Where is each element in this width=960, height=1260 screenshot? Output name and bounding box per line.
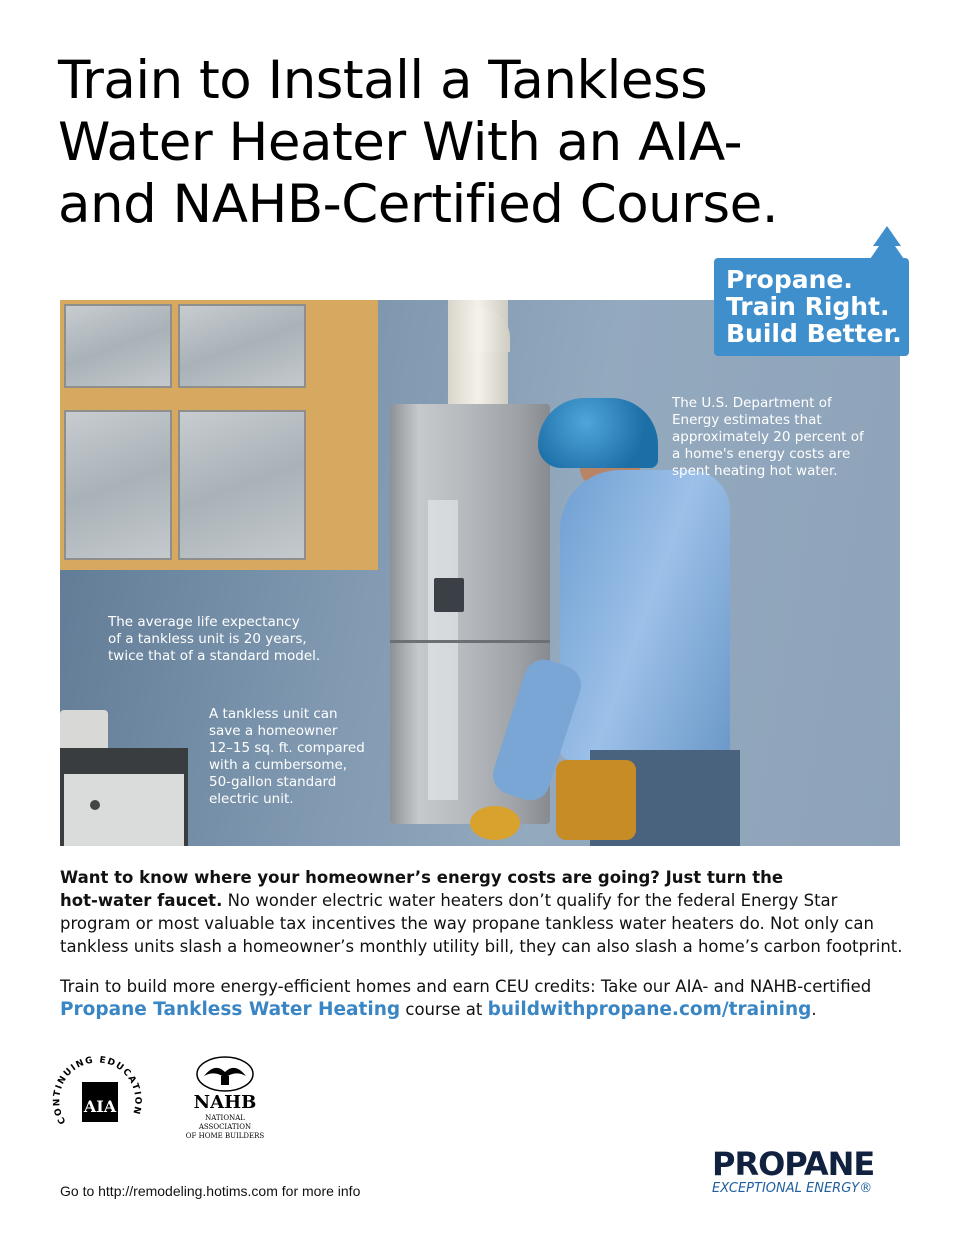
badge-line: Build Better. bbox=[726, 319, 902, 348]
caption-line: approximately 20 percent of bbox=[672, 429, 864, 445]
counter-knob bbox=[90, 800, 100, 810]
body-line bbox=[60, 889, 910, 912]
propane-brand-logo bbox=[712, 1147, 912, 1196]
body-paragraph bbox=[60, 866, 910, 958]
training-url-link[interactable]: buildwithpropane.com/training bbox=[487, 999, 812, 1020]
cabinet-door bbox=[64, 410, 172, 560]
tool-belt bbox=[556, 760, 636, 840]
nahb-logo bbox=[180, 1052, 270, 1140]
nahb-sub-line: NATIONAL ASSOCIATION bbox=[198, 1114, 252, 1131]
installer-photo bbox=[60, 300, 900, 846]
caption-line: 12–15 sq. ft. compared bbox=[209, 740, 365, 756]
pine-tree-icon bbox=[860, 224, 910, 284]
cabinet-door bbox=[178, 410, 306, 560]
caption-space-savings bbox=[209, 706, 365, 808]
training-period: . bbox=[811, 1000, 817, 1019]
heater-panel-highlight bbox=[428, 500, 458, 800]
body-line: program or most valuable tax incentives the way propane tankless water heaters do. Not only can bbox=[60, 914, 874, 933]
caption-line: 50-gallon standard bbox=[209, 774, 337, 790]
caption-line: of a tankless unit is 20 years, bbox=[108, 631, 307, 647]
eagle-emblem-icon bbox=[180, 1052, 270, 1092]
training-paragraph bbox=[60, 975, 910, 1021]
aia-mark: AIA bbox=[83, 1097, 117, 1116]
cabinet-door bbox=[64, 304, 172, 388]
flashlight bbox=[470, 806, 520, 840]
body-lead: Want to know where your homeowner’s energy costs are going? Just turn the bbox=[60, 868, 784, 887]
caption-line: twice that of a standard model. bbox=[108, 648, 321, 664]
headline-line: Train to Install a Tankless bbox=[58, 50, 708, 111]
worker-shirt bbox=[560, 470, 730, 760]
body-lead-end: hot-water faucet. bbox=[60, 891, 223, 910]
headline-line: and NAHB-Certified Course. bbox=[58, 174, 779, 235]
nahb-subtitle bbox=[180, 1114, 270, 1141]
propane-wordmark: PROPANE bbox=[712, 1145, 875, 1183]
training-line: Train to build more energy-efficient homes and earn CEU credits: Take our AIA- and NAHB-certified bbox=[60, 977, 872, 996]
caption-line: a home's energy costs are bbox=[672, 446, 851, 462]
more-info-note: Go to http://remodeling.hotims.com for more info bbox=[60, 1183, 361, 1199]
aia-continuing-education-logo bbox=[52, 1050, 144, 1142]
nahb-sub-line: OF HOME BUILDERS bbox=[185, 1132, 265, 1140]
cabinet-door bbox=[178, 304, 306, 388]
body-text: No wonder electric water heaters don’t qualify for the federal Energy Star bbox=[222, 891, 838, 910]
caption-line: The U.S. Department of bbox=[672, 395, 832, 411]
caption-line: with a cumbersome, bbox=[209, 757, 348, 773]
caption-line: The average life expectancy bbox=[108, 614, 300, 630]
nahb-name: NAHB bbox=[193, 1092, 257, 1113]
caption-doe bbox=[672, 395, 864, 480]
headline bbox=[58, 50, 898, 236]
badge-line: Propane. bbox=[726, 265, 853, 294]
course-link[interactable]: Propane Tankless Water Heating bbox=[60, 999, 401, 1020]
headline-line: Water Heater With an AIA- bbox=[58, 112, 743, 173]
caption-line: spent heating hot water. bbox=[672, 463, 838, 479]
caption-life-expectancy bbox=[108, 614, 320, 665]
caption-line: save a homeowner bbox=[209, 723, 338, 739]
training-text: course at bbox=[400, 1000, 488, 1019]
heater-control-display bbox=[434, 578, 464, 612]
caption-line: electric unit. bbox=[209, 791, 294, 807]
heater-seam bbox=[390, 640, 550, 643]
training-line bbox=[60, 998, 910, 1021]
aia-ring-text: CONTINUING EDUCATION bbox=[52, 1055, 143, 1126]
body-line: tankless units slash a homeowner’s monthly utility bill, they can also slash a home’s carbon footprint. bbox=[60, 937, 903, 956]
hard-hat bbox=[538, 398, 658, 468]
counter-door bbox=[64, 774, 184, 846]
badge-line: Train Right. bbox=[726, 292, 890, 321]
caption-line: A tankless unit can bbox=[209, 706, 338, 722]
caption-line: Energy estimates that bbox=[672, 412, 822, 428]
propane-tagline: EXCEPTIONAL ENERGY® bbox=[712, 1181, 873, 1196]
